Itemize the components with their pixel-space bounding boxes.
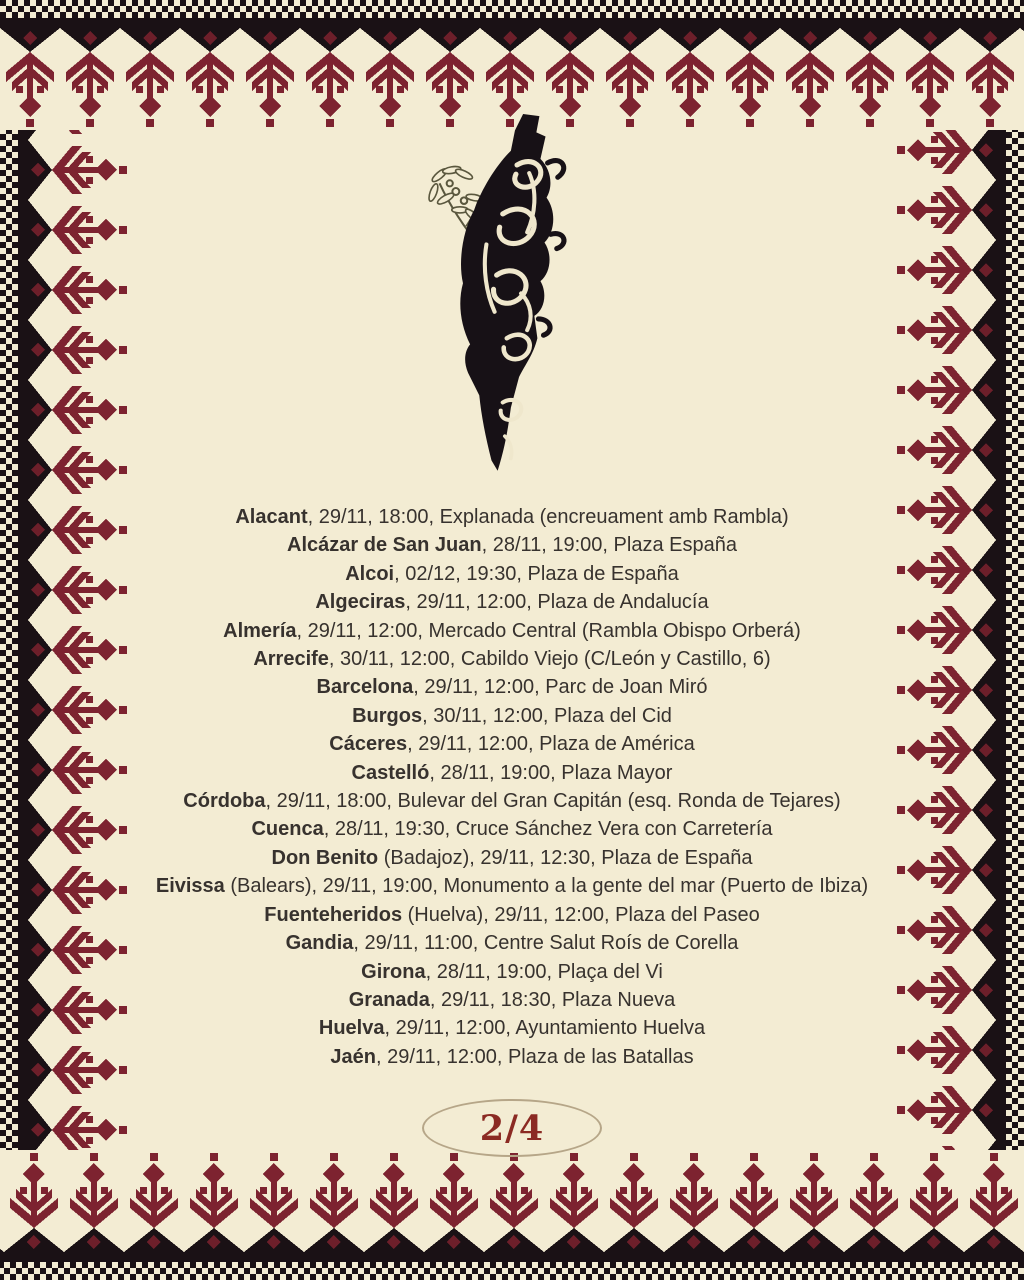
event-line [90,617,934,645]
calligraphy-map-icon [460,114,564,471]
event-line [90,787,934,815]
event-details: , 30/11, 12:00, Plaza del Cid [422,704,672,727]
event-details: (Balears), 29/11, 19:00, Monumento a la gente del mar (Puerto de Ibiza) [224,875,869,898]
event-city: Gandia [285,932,354,955]
event-line [90,1014,934,1042]
event-city: Alcázar de San Juan [287,534,482,557]
event-city: Barcelona [316,676,414,699]
page-indicator [422,1099,602,1157]
event-city: Eivissa [155,875,225,898]
event-city: Castelló [351,761,430,784]
event-city: Don Benito [271,846,379,869]
event-city: Almería [223,619,297,642]
event-city: Córdoba [183,790,266,813]
event-line [90,503,934,531]
event-details: , 28/11, 19:00, Plaça del Vi [425,960,663,983]
events-list [90,503,934,1071]
event-city: Fuenteheridos [264,903,403,926]
event-line [90,673,934,701]
event-city: Cáceres [329,733,408,756]
event-city: Girona [361,960,426,983]
event-line [90,929,934,957]
event-line [90,531,934,559]
event-details: (Badajoz), 29/11, 12:30, Plaza de España [378,846,753,869]
event-details: , 29/11, 18:00, Bulevar del Gran Capitán (esq. Ronda de Tejares) [265,790,841,813]
event-city: Arrecife [253,648,329,671]
event-details: , 28/11, 19:00, Plaza España [481,534,737,557]
event-line [90,986,934,1014]
event-line [90,730,934,758]
event-line [90,588,934,616]
event-line [90,702,934,730]
event-city: Cuenca [251,818,324,841]
event-details: , 29/11, 12:00, Parc de Joan Miró [413,676,708,699]
event-details: , 02/12, 19:30, Plaza de España [394,562,679,585]
palestine-calligraphy-illustration [412,112,622,484]
event-details: , 29/11, 18:30, Plaza Nueva [429,988,676,1011]
event-details: , 29/11, 12:00, Plaza de Andalucía [405,591,709,614]
event-city: Algeciras [315,591,406,614]
event-details: , 28/11, 19:30, Cruce Sánchez Vera con Carretería [323,818,773,841]
event-details: , 29/11, 12:00, Ayuntamiento Huelva [384,1017,706,1040]
event-city: Huelva [318,1017,385,1040]
event-details: , 29/11, 12:00, Plaza de las Batallas [375,1045,694,1068]
event-line [90,1043,934,1071]
event-city: Jaén [330,1045,376,1068]
event-city: Alcoi [345,562,395,585]
event-city: Granada [348,988,430,1011]
event-city: Alacant [235,506,308,528]
event-details: (Huelva), 29/11, 12:00, Plaza del Paseo [402,903,760,926]
event-city: Burgos [352,704,423,727]
event-line [90,815,934,843]
event-details: , 29/11, 12:00, Mercado Central (Rambla Obispo Orberá) [296,619,801,642]
event-details: , 30/11, 12:00, Cabildo Viejo (C/León y Castillo, 6) [328,648,771,671]
event-details: , 28/11, 19:00, Plaza Mayor [429,761,673,784]
page-indicator-label: 2/4 [479,1107,545,1149]
event-line [90,759,934,787]
event-details: , 29/11, 18:00, Explanada (encreuament amb Rambla) [307,506,789,528]
event-details: , 29/11, 11:00, Centre Salut Roís de Corella [353,932,739,955]
event-line [90,844,934,872]
event-line [90,901,934,929]
event-line [90,958,934,986]
event-line [90,872,934,900]
event-line [90,560,934,588]
event-details: , 29/11, 12:00, Plaza de América [407,733,695,756]
event-line [90,645,934,673]
